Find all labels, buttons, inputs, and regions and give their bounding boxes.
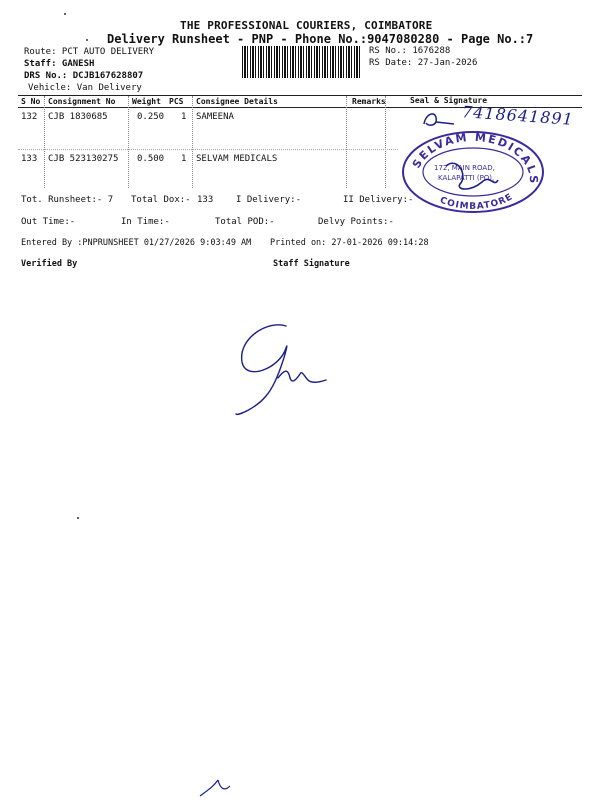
col-divider (192, 96, 193, 188)
entered-by: Entered By :PNPRUNSHEET 01/27/2026 9:03:49 AM (21, 238, 252, 248)
table-row-pcs: 1 (181, 154, 187, 164)
ii-delivery: II Delivery:- (343, 195, 414, 205)
total-dox-value: 133 (197, 195, 214, 205)
stamp-top-text: SELVAM MEDICALS (409, 130, 541, 186)
col-consignment: Consignment No (48, 97, 116, 106)
scan-speck (64, 13, 66, 15)
handwritten-phone: 7418641891 (461, 102, 575, 129)
col-remarks: Remarks (352, 97, 386, 106)
route-label: Route: PCT AUTO DELIVERY (24, 47, 155, 57)
col-consignee: Consignee Details (196, 97, 278, 106)
col-signature: Seal & Signature (410, 96, 488, 105)
col-pcs: PCS (169, 97, 184, 106)
stamp-bottom-text: COIMBATORE (438, 192, 515, 212)
total-dox-label: Total Dox:- (131, 195, 191, 205)
stamp-address-line1: 172, MAIN ROAD, (434, 164, 495, 172)
scan-speck (77, 517, 79, 519)
staff-signature-label: Staff Signature (273, 259, 350, 269)
pen-mark-icon (196, 776, 236, 800)
table-row-consignment: CJB 523130275 (48, 154, 119, 164)
delvy-points: Delvy Points:- (318, 217, 394, 227)
table-row-consignee: SELVAM MEDICALS (196, 154, 278, 164)
vehicle-label: Vehicle: Van Delivery (28, 83, 142, 93)
col-divider (385, 96, 386, 188)
table-row-consignment: CJB 1830685 (48, 112, 108, 122)
barcode-image (242, 46, 362, 78)
col-sno: S No (21, 97, 41, 106)
runsheet-subtitle: Delivery Runsheet - PNP - Phone No.:9047080280 - Page No.:7 (107, 32, 534, 46)
table-row-sno: 132 (21, 112, 38, 122)
table-row-weight: 0.500 (137, 154, 165, 164)
rs-number: RS No.: 1676288 (369, 46, 451, 56)
col-divider (128, 96, 129, 188)
col-divider (44, 96, 45, 188)
table-row-weight: 0.250 (137, 112, 165, 122)
table-top-rule (18, 95, 582, 96)
table-row-sno: 133 (21, 154, 38, 164)
staff-label: Staff: GANESH (24, 59, 95, 69)
col-weight: Weight (132, 97, 161, 106)
table-row-consignee: SAMEENA (196, 112, 234, 122)
staff-signature-icon (228, 318, 348, 428)
total-pod: Total POD:- (215, 217, 275, 227)
col-divider (346, 96, 347, 188)
verified-by: Verified By (21, 259, 78, 269)
tot-runsheet: Tot. Runsheet:- 7 (21, 195, 114, 205)
company-title: THE PROFESSIONAL COURIERS, COIMBATORE (180, 19, 433, 32)
stamp-address-line2: KALAPATTI (PO), (438, 174, 495, 182)
seal-stamp-icon (398, 126, 548, 216)
i-delivery: I Delivery:- (236, 195, 302, 205)
in-time: In Time:- (121, 217, 170, 227)
decorative-dot (86, 39, 88, 41)
rs-date: RS Date: 27-Jan-2026 (369, 58, 478, 68)
printed-on: Printed on: 27-01-2026 09:14:28 (270, 238, 429, 248)
row-divider (18, 149, 398, 150)
out-time: Out Time:- (21, 217, 76, 227)
drs-number: DRS No.: DCJB167628807 (24, 71, 144, 81)
table-row-pcs: 1 (181, 112, 187, 122)
